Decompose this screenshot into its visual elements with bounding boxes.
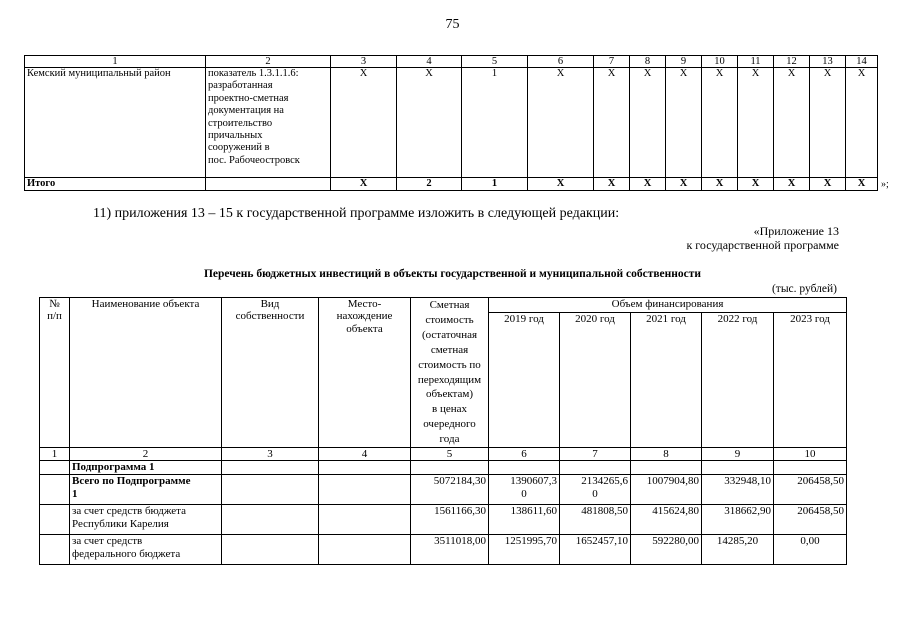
indicator-line: разработанная xyxy=(208,80,273,92)
col-number: 9 xyxy=(666,56,702,68)
col-number: 2 xyxy=(206,56,331,68)
header-line: очередного xyxy=(423,418,476,431)
year-2023-value: 0,00 xyxy=(774,535,847,565)
col-number: 14 xyxy=(846,56,878,68)
col-number: 9 xyxy=(702,448,774,461)
header-object-name: Наименование объекта xyxy=(70,298,222,448)
value-line: 0 xyxy=(592,487,598,500)
header-year: 2022 год xyxy=(702,313,774,448)
year-2021-value: 592280,00 xyxy=(631,535,702,565)
indicator-line: сооружений в xyxy=(208,142,270,154)
header-line: Место- xyxy=(347,298,382,310)
empty-cell xyxy=(40,475,70,505)
col-number: 13 xyxy=(810,56,846,68)
col-number: 7 xyxy=(560,448,631,461)
total-value: Х xyxy=(630,178,666,191)
header-line: нахождение xyxy=(336,310,393,323)
col-number: 10 xyxy=(774,448,847,461)
empty-cell xyxy=(560,461,631,475)
year-2022-value: 14285,20 xyxy=(702,535,774,565)
empty-cell xyxy=(319,461,411,475)
table-row xyxy=(40,505,847,535)
col-number: 4 xyxy=(319,448,411,461)
year-2020-value xyxy=(560,475,631,505)
year-2019-value: 138611,60 xyxy=(489,505,560,535)
cell-value: Х xyxy=(594,68,630,178)
indicator-line: документация на xyxy=(208,105,284,117)
document-title: Перечень бюджетных инвестиций в объекты государственной и муниципальной собственности xyxy=(203,268,702,280)
row-name xyxy=(70,505,222,535)
header-line: года xyxy=(439,433,460,446)
col-number: 8 xyxy=(630,56,666,68)
col-number: 6 xyxy=(528,56,594,68)
total-empty xyxy=(206,178,331,191)
header-line: Сметная xyxy=(429,299,470,311)
cell-value: Х xyxy=(738,68,774,178)
indicator-line: пос. Рабочеостровск xyxy=(208,154,300,166)
col-number: 5 xyxy=(411,448,489,461)
total-label: Итого xyxy=(25,178,206,191)
empty-cell xyxy=(222,505,319,535)
header-year: 2020 год xyxy=(560,313,631,448)
table-row xyxy=(25,68,878,178)
empty-cell xyxy=(40,461,70,475)
total-value: Х xyxy=(810,178,846,191)
year-2022-value: 318662,90 xyxy=(702,505,774,535)
year-2019-value xyxy=(489,475,560,505)
closing-quote: »; xyxy=(881,179,889,190)
col-number: 2 xyxy=(70,448,222,461)
cell-value: Х xyxy=(331,68,397,178)
total-value: Х xyxy=(702,178,738,191)
cell-value: Х xyxy=(528,68,594,178)
empty-cell xyxy=(319,475,411,505)
row-name-line: за счет средств xyxy=(72,535,143,548)
subprogram-row xyxy=(40,461,847,475)
subprogram-title: Подпрограмма 1 xyxy=(70,461,222,475)
col-number: 11 xyxy=(738,56,774,68)
cell-value: 1 xyxy=(462,68,528,178)
empty-cell xyxy=(222,475,319,505)
row-name-line: Всего по Подпрограмме xyxy=(72,475,191,488)
header-row xyxy=(40,298,847,313)
cost-value: 3511018,00 xyxy=(411,535,489,565)
row-name xyxy=(70,475,222,505)
year-2023-value: 206458,50 xyxy=(774,475,847,505)
header-ownership xyxy=(222,298,319,448)
amendment-paragraph: 11) приложения 13 – 15 к государственной программе изложить в следующей редакции: xyxy=(93,206,620,221)
indicator-description xyxy=(206,68,331,178)
indicator-line: причальных xyxy=(208,130,263,142)
indicator-line: проектно-сметная xyxy=(208,92,289,104)
total-value: Х xyxy=(331,178,397,191)
empty-cell xyxy=(222,461,319,475)
header-location xyxy=(319,298,411,448)
header-line: в ценах xyxy=(432,403,467,416)
empty-cell xyxy=(222,535,319,565)
header-line: переходящим xyxy=(417,373,482,386)
total-value: Х xyxy=(738,178,774,191)
table-row xyxy=(40,475,847,505)
total-value: Х xyxy=(846,178,878,191)
row-name xyxy=(70,535,222,565)
appendix-label: «Приложение 13 xyxy=(753,224,839,238)
year-2021-value: 1007904,80 xyxy=(631,475,702,505)
year-2021-value: 415624,80 xyxy=(631,505,702,535)
indicator-line: строительство xyxy=(208,117,273,129)
row-name-line: 1 xyxy=(72,487,78,500)
empty-cell xyxy=(631,461,702,475)
col-number: 12 xyxy=(774,56,810,68)
year-2019-value: 1251995,70 xyxy=(489,535,560,565)
empty-cell xyxy=(40,535,70,565)
investments-table xyxy=(39,297,847,565)
cell-value: Х xyxy=(810,68,846,178)
cell-value: Х xyxy=(397,68,462,178)
empty-cell xyxy=(40,505,70,535)
indicator-line: показатель 1.3.1.1.6: xyxy=(208,68,299,79)
district-name: Кемский муниципальный район xyxy=(25,68,206,178)
total-value: Х xyxy=(666,178,702,191)
header-line: объекта xyxy=(346,322,383,335)
value-line: 1390607,3 xyxy=(510,475,557,488)
year-2020-value: 481808,50 xyxy=(560,505,631,535)
cell-value: Х xyxy=(630,68,666,178)
total-value: 2 xyxy=(397,178,462,191)
total-row xyxy=(25,178,878,191)
table-row xyxy=(40,535,847,565)
header-line: Вид xyxy=(260,298,280,310)
col-number: 5 xyxy=(462,56,528,68)
col-number: 1 xyxy=(40,448,70,461)
page-number: 75 xyxy=(445,17,460,32)
col-number: 10 xyxy=(702,56,738,68)
col-number: 3 xyxy=(222,448,319,461)
empty-cell xyxy=(702,461,774,475)
value-line: 2134265,6 xyxy=(581,475,628,488)
col-number: 7 xyxy=(594,56,630,68)
total-value: Х xyxy=(528,178,594,191)
cost-value: 5072184,30 xyxy=(411,475,489,505)
header-number xyxy=(40,298,70,448)
col-number: 1 xyxy=(25,56,206,68)
col-number: 4 xyxy=(397,56,462,68)
col-number: 8 xyxy=(631,448,702,461)
col-number: 3 xyxy=(331,56,397,68)
header-line: (остаточная xyxy=(421,328,478,341)
value-line: 0 xyxy=(521,487,527,500)
column-numbers-row xyxy=(25,56,878,68)
cost-value: 1561166,30 xyxy=(411,505,489,535)
col-number: 6 xyxy=(489,448,560,461)
empty-cell xyxy=(319,535,411,565)
header-line: сметная xyxy=(430,343,469,356)
row-name-line: федерального бюджета xyxy=(72,547,181,560)
empty-cell xyxy=(489,461,560,475)
header-line: п/п xyxy=(47,310,62,323)
total-value: 1 xyxy=(462,178,528,191)
year-2023-value: 206458,50 xyxy=(774,505,847,535)
row-name-line: за счет средств бюджета xyxy=(72,505,186,518)
cell-value: Х xyxy=(702,68,738,178)
header-line: № xyxy=(49,298,60,310)
cell-value: Х xyxy=(666,68,702,178)
header-line: собственности xyxy=(235,310,305,323)
cell-value: Х xyxy=(774,68,810,178)
appendix-subtitle: к государственной программе xyxy=(686,238,839,252)
header-line: стоимость по xyxy=(418,358,481,371)
header-year: 2021 год xyxy=(631,313,702,448)
empty-cell xyxy=(411,461,489,475)
empty-cell xyxy=(774,461,847,475)
cell-value: Х xyxy=(846,68,878,178)
units-label: (тыс. рублей) xyxy=(771,283,837,295)
header-year: 2023 год xyxy=(774,313,847,448)
header-estimated-cost xyxy=(411,298,489,448)
row-name-line: Республики Карелия xyxy=(72,517,169,530)
empty-cell xyxy=(319,505,411,535)
column-numbers-row xyxy=(40,448,847,461)
indicators-table xyxy=(24,55,878,191)
header-line: объектам) xyxy=(425,388,474,401)
header-line: стоимость xyxy=(425,313,474,326)
total-value: Х xyxy=(774,178,810,191)
header-year: 2019 год xyxy=(489,313,560,448)
total-value: Х xyxy=(594,178,630,191)
year-2022-value: 332948,10 xyxy=(702,475,774,505)
year-2020-value: 1652457,10 xyxy=(560,535,631,565)
header-funding: Объем финансирования xyxy=(489,298,847,313)
